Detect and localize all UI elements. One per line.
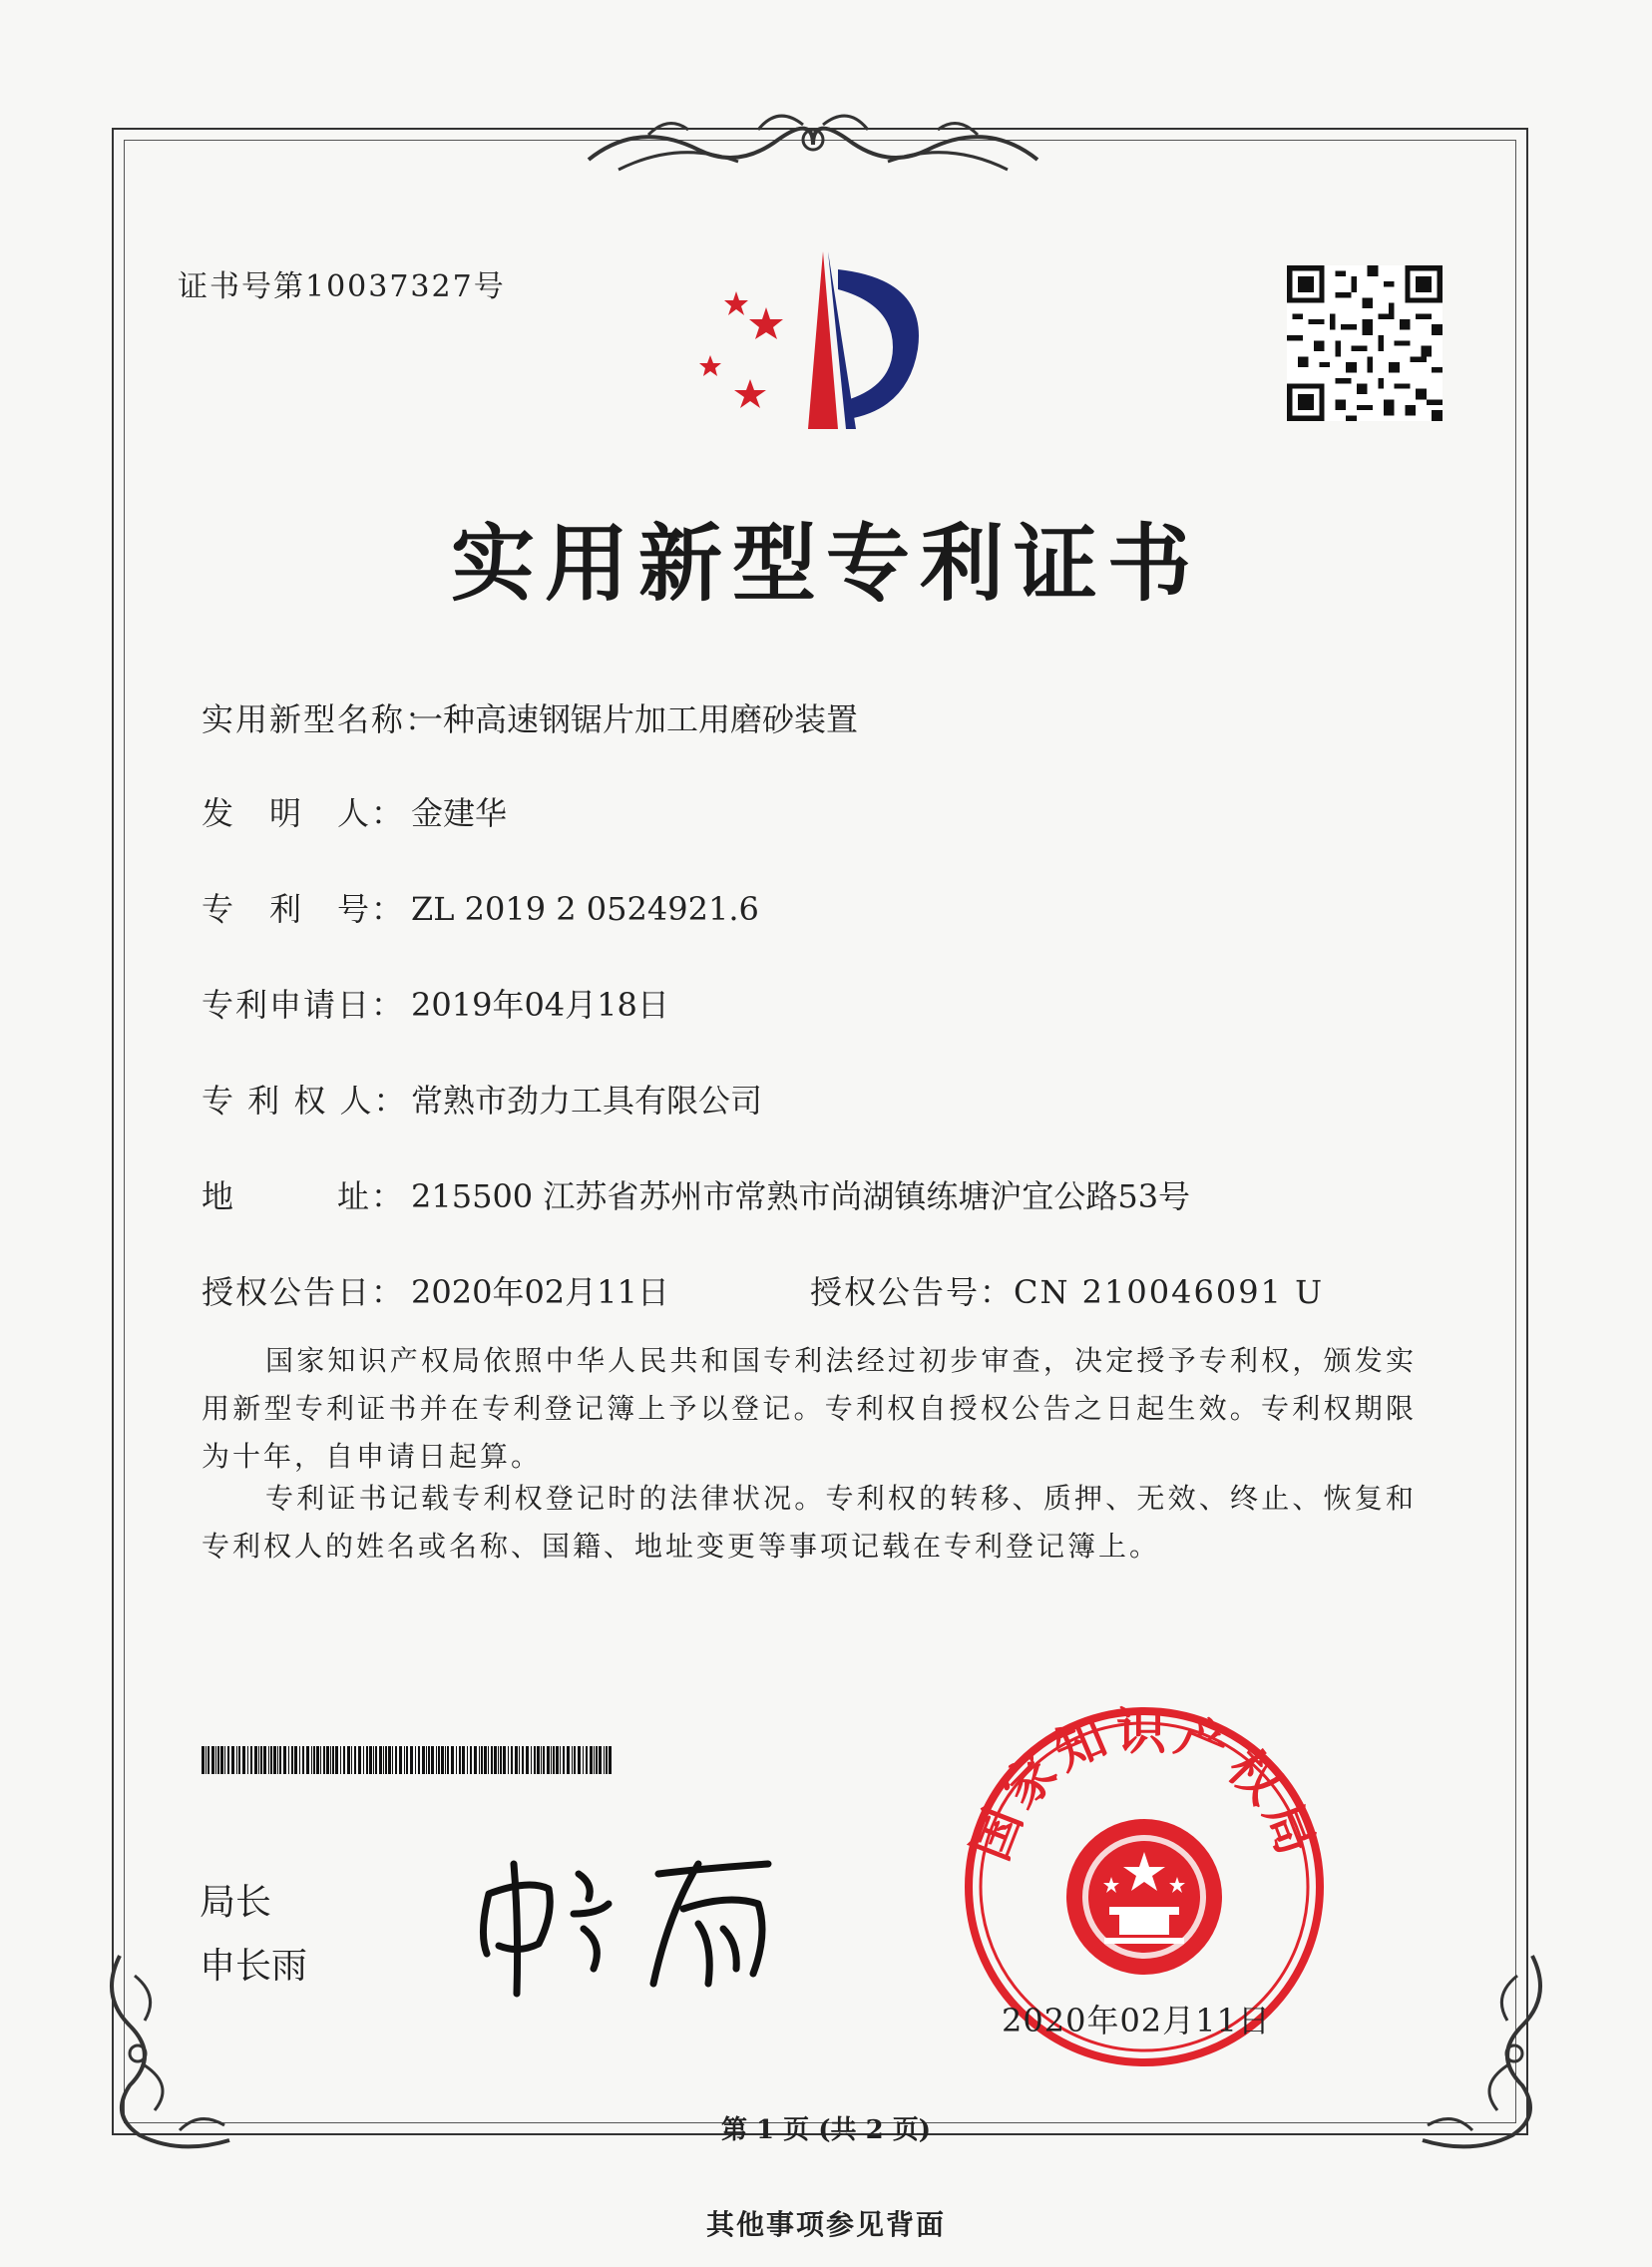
certificate-title: 实用新型专利证书 — [450, 514, 1201, 613]
field-label: 地 址： — [202, 1177, 406, 1215]
field-value: 常熟市劲力工具有限公司 — [411, 1082, 763, 1120]
barcode-bar — [606, 1746, 608, 1774]
barcode-bar — [572, 1746, 573, 1774]
national-emblem-icon — [1066, 1819, 1222, 1975]
logo-star-2 — [749, 307, 783, 339]
field-label: 专利申请日： — [202, 986, 406, 1024]
barcode-bar — [316, 1746, 319, 1774]
barcode-bar — [330, 1746, 331, 1774]
barcode-bar — [354, 1746, 356, 1774]
barcode-bar — [366, 1746, 368, 1774]
barcode-bar — [395, 1746, 397, 1774]
field-value: 一种高速钢锯片加工用磨砂装置 — [411, 700, 859, 738]
barcode-bar — [227, 1746, 229, 1774]
seal-text: 国家知识产权局 — [961, 1702, 1328, 1869]
barcode-bar — [599, 1746, 602, 1774]
barcode-bar — [560, 1746, 561, 1774]
barcode-bar — [534, 1746, 536, 1774]
barcode-bar — [551, 1746, 552, 1774]
barcode-bar — [335, 1746, 338, 1774]
barcode-bar — [428, 1746, 430, 1774]
top-ornament — [579, 100, 1047, 190]
barcode-bar — [583, 1746, 584, 1774]
barcode-bar — [268, 1746, 269, 1774]
field-filing-date — [202, 980, 669, 1026]
barcode-bar — [399, 1746, 402, 1774]
barcode-bar — [590, 1746, 593, 1774]
barcode-bar — [491, 1746, 493, 1774]
barcode-bar — [586, 1746, 588, 1774]
barcode-bar — [526, 1746, 529, 1774]
legal-status-paragraph: 专利证书记载专利权登记时的法律状况。专利权的转移、质押、无效、终止、恢复和专利权人的姓名或名称、国籍、地址变更等事项记载在专利登记簿上。 — [202, 1482, 1417, 1563]
barcode-bar — [519, 1746, 520, 1774]
barcode-bar — [563, 1746, 565, 1774]
director-title: 局长 — [200, 1882, 272, 1923]
logo-star-3 — [699, 355, 721, 376]
director-signature — [469, 1834, 818, 2004]
barcode-bar — [459, 1746, 461, 1774]
barcode-bar — [451, 1746, 454, 1774]
barcode — [202, 1746, 613, 1774]
barcode-bar — [462, 1746, 465, 1774]
patent-office-logo — [688, 249, 938, 439]
barcode-bar — [347, 1746, 350, 1774]
barcode-bar — [332, 1746, 334, 1774]
certificate-number: 证书号第10037327号 — [178, 269, 506, 304]
barcode-bar — [441, 1746, 444, 1774]
barcode-bar — [383, 1746, 384, 1774]
footer-note: 其他事项参见背面 — [705, 2208, 946, 2241]
page-indicator: 第 1 页 (共 2 页) — [720, 2115, 932, 2145]
barcode-bar — [479, 1746, 480, 1774]
field-grant-number — [810, 1267, 1324, 1313]
logo-red-blade — [808, 251, 838, 429]
barcode-bar — [299, 1746, 300, 1774]
field-value: 2019年04月18日 — [411, 986, 669, 1024]
barcode-bar — [277, 1746, 278, 1774]
barcode-bar — [410, 1746, 413, 1774]
field-inventor — [202, 788, 507, 834]
barcode-bar — [431, 1746, 434, 1774]
barcode-bar — [211, 1746, 214, 1774]
barcode-bar — [609, 1746, 612, 1774]
barcode-bar — [358, 1746, 361, 1774]
barcode-bar — [326, 1746, 329, 1774]
barcode-bar — [547, 1746, 550, 1774]
barcode-bar — [578, 1746, 581, 1774]
barcode-bar — [379, 1746, 382, 1774]
barcode-bar — [231, 1746, 234, 1774]
barcode-bar — [415, 1746, 416, 1774]
barcode-bar — [311, 1746, 312, 1774]
field-patent-number — [202, 884, 759, 930]
barcode-bar — [418, 1746, 420, 1774]
barcode-bar — [242, 1746, 245, 1774]
field-value: CN 210046091 U — [1014, 1273, 1325, 1311]
barcode-bar — [302, 1746, 304, 1774]
barcode-bar — [537, 1746, 540, 1774]
barcode-bar — [224, 1746, 225, 1774]
grant-statement-paragraph: 国家知识产权局依照中华人民共和国专利法经过初步审查，决定授予专利权，颁发实用新型专利证书并在专利登记簿上予以登记。专利权自授权公告之日起生效。专利权期限为十年，自申请日起算。 — [202, 1344, 1417, 1473]
barcode-bar — [604, 1746, 605, 1774]
barcode-bar — [294, 1746, 297, 1774]
barcode-bar — [238, 1746, 240, 1774]
barcode-bar — [247, 1746, 248, 1774]
barcode-bar — [470, 1746, 472, 1774]
field-label: 授权公告号： — [810, 1273, 1015, 1311]
barcode-bar — [426, 1746, 427, 1774]
barcode-bar — [541, 1746, 542, 1774]
barcode-bar — [567, 1746, 570, 1774]
director-name: 申长雨 — [200, 1946, 308, 1987]
barcode-bar — [494, 1746, 497, 1774]
barcode-bar — [273, 1746, 276, 1774]
barcode-bar — [574, 1746, 576, 1774]
barcode-bar — [596, 1746, 598, 1774]
barcode-bar — [392, 1746, 393, 1774]
barcode-bar — [217, 1746, 219, 1774]
field-value: 2020年02月11日 — [411, 1273, 669, 1311]
barcode-bar — [351, 1746, 352, 1774]
barcode-bar — [323, 1746, 325, 1774]
barcode-bar — [270, 1746, 272, 1774]
field-value: 215500 江苏省苏州市常熟市尚湖镇练塘沪宜公路53号 — [411, 1177, 1191, 1215]
barcode-bar — [343, 1746, 345, 1774]
barcode-bar — [375, 1746, 377, 1774]
qr-code — [1287, 265, 1443, 421]
field-label: 实用新型名称： — [202, 700, 440, 738]
field-patentee — [202, 1076, 762, 1122]
barcode-bar — [456, 1746, 457, 1774]
barcode-bar — [474, 1746, 477, 1774]
barcode-bar — [215, 1746, 216, 1774]
barcode-bar — [406, 1746, 408, 1774]
barcode-bar — [288, 1746, 289, 1774]
field-label: 专 利 号： — [202, 890, 406, 928]
barcode-bar — [436, 1746, 437, 1774]
barcode-bar — [488, 1746, 489, 1774]
barcode-bar — [500, 1746, 502, 1774]
barcode-bar — [498, 1746, 499, 1774]
field-address — [202, 1171, 1190, 1217]
barcode-bar — [363, 1746, 364, 1774]
barcode-bar — [556, 1746, 559, 1774]
barcode-bar — [236, 1746, 237, 1774]
barcode-bar — [254, 1746, 257, 1774]
barcode-bar — [438, 1746, 440, 1774]
barcode-bar — [511, 1746, 513, 1774]
field-label: 授权公告日： — [202, 1273, 406, 1311]
barcode-bar — [260, 1746, 262, 1774]
barcode-bar — [291, 1746, 293, 1774]
barcode-bar — [202, 1746, 205, 1774]
barcode-bar — [543, 1746, 545, 1774]
field-value: ZL 2019 2 0524921.6 — [411, 890, 759, 928]
barcode-bar — [484, 1746, 487, 1774]
barcode-bar — [594, 1746, 595, 1774]
barcode-bar — [220, 1746, 223, 1774]
field-label: 专 利 权 人： — [202, 1082, 408, 1120]
barcode-bar — [279, 1746, 281, 1774]
seal-date: 2020年02月11日 — [1002, 2002, 1271, 2040]
barcode-bar — [385, 1746, 387, 1774]
barcode-bar — [369, 1746, 372, 1774]
barcode-bar — [522, 1746, 524, 1774]
barcode-bar — [447, 1746, 449, 1774]
barcode-bar — [313, 1746, 315, 1774]
field-value: 金建华 — [411, 794, 508, 832]
barcode-bar — [515, 1746, 518, 1774]
barcode-bar — [207, 1746, 209, 1774]
field-grant-date — [202, 1267, 669, 1313]
barcode-bar — [250, 1746, 252, 1774]
barcode-bar — [373, 1746, 374, 1774]
barcode-bar — [503, 1746, 506, 1774]
logo-star-4 — [734, 379, 766, 408]
barcode-bar — [508, 1746, 509, 1774]
barcode-bar — [422, 1746, 425, 1774]
barcode-bar — [388, 1746, 391, 1774]
barcode-bar — [481, 1746, 483, 1774]
barcode-bar — [531, 1746, 532, 1774]
barcode-bar — [340, 1746, 341, 1774]
barcode-bar — [283, 1746, 286, 1774]
barcode-bar — [445, 1746, 446, 1774]
barcode-bar — [306, 1746, 309, 1774]
logo-star-1 — [724, 291, 748, 315]
barcode-bar — [263, 1746, 266, 1774]
barcode-bar — [467, 1746, 468, 1774]
barcode-bar — [258, 1746, 259, 1774]
field-label: 发 明 人： — [202, 794, 406, 832]
barcode-bar — [404, 1746, 405, 1774]
barcode-bar — [320, 1746, 321, 1774]
barcode-bar — [553, 1746, 555, 1774]
field-utility-model-name — [202, 694, 858, 740]
